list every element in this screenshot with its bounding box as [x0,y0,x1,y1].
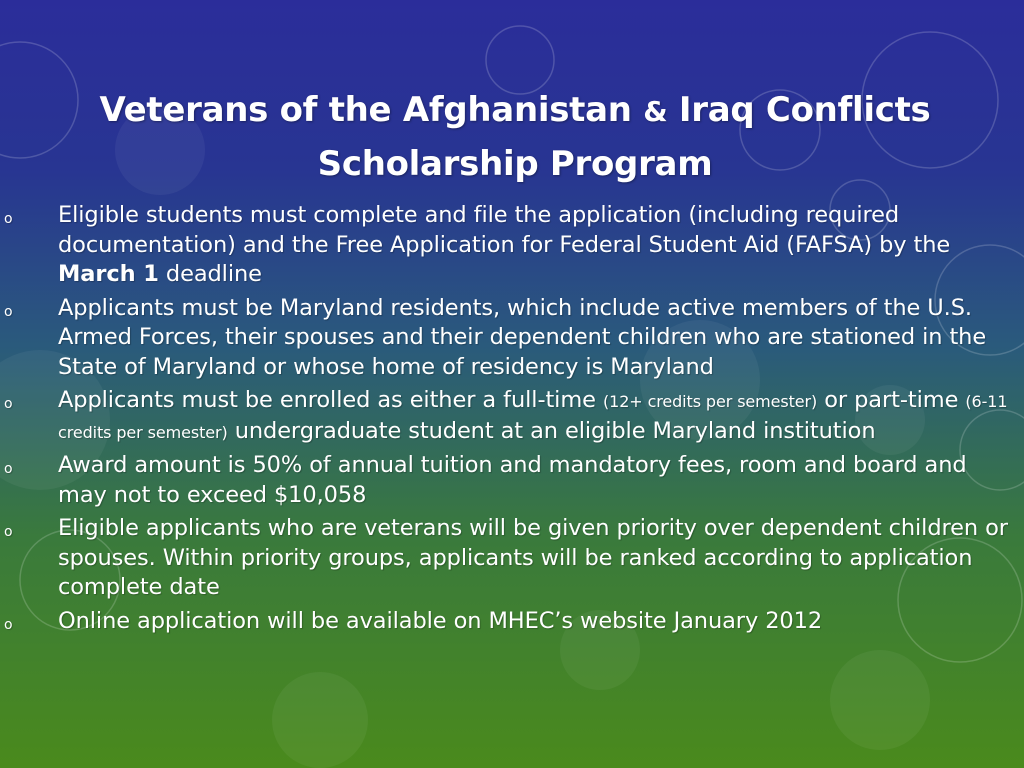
title-part-2: Iraq Conflicts [678,90,931,130]
bullet-item [0,294,1024,383]
bullet-text: Applicants must be enrolled as either a full-time [58,387,596,413]
bullet-list [0,201,1024,640]
bullet-marker: o [4,211,13,227]
title-line-1 [20,84,1010,138]
bullet-text: Eligible students must complete and file the application (including required documentation) and the Free Application for Federal Student Aid (FAFSA) by the [58,202,951,258]
bullet-item [0,607,1024,637]
bullet-item [0,514,1024,603]
bullet-item [0,386,1024,447]
bullet-text: Award amount is 50% of annual tuition and mandatory fees, room and board and may not to exceed $10,058 [58,452,967,508]
title-line-2: Scholarship Program [317,144,713,184]
bullet-item [0,451,1024,510]
bullet-marker: o [4,524,13,540]
bullet-note-full-time: (12+ credits per semester) [602,392,818,411]
bullet-text: undergraduate student at an eligible Maryland institution [234,417,876,444]
bullet-marker: o [4,461,13,477]
bullet-text: deadline [165,261,262,287]
title-ampersand: & [643,95,668,128]
title-part-1: Veterans of the Afghanistan [99,90,632,130]
bullet-text: Applicants must be Maryland residents, which include active members of the U.S. Armed Forces, their spouses and their dependent children who are stationed in the State of Maryland or whose home of residency is Maryland [58,294,987,380]
bullet-bold-deadline: March 1 [58,261,159,287]
bullet-marker: o [4,303,13,320]
bullet-item [0,201,1024,290]
bullet-note-part-time: (6-11 credits per semester) [58,392,1008,442]
bubble-fill [830,650,930,750]
slide-title [20,84,1010,190]
bubble-fill [272,672,368,768]
bullet-marker: o [4,616,13,633]
bullet-text: Eligible applicants who are veterans will be given priority over dependent children or spouses. Within priority groups, applicants will be ranked according to application complete date [58,515,1008,600]
bullet-marker: o [4,396,13,412]
bullet-text: or part-time [824,387,959,413]
bullet-text: Online application will be available on MHEC’s website January 2012 [58,607,823,634]
